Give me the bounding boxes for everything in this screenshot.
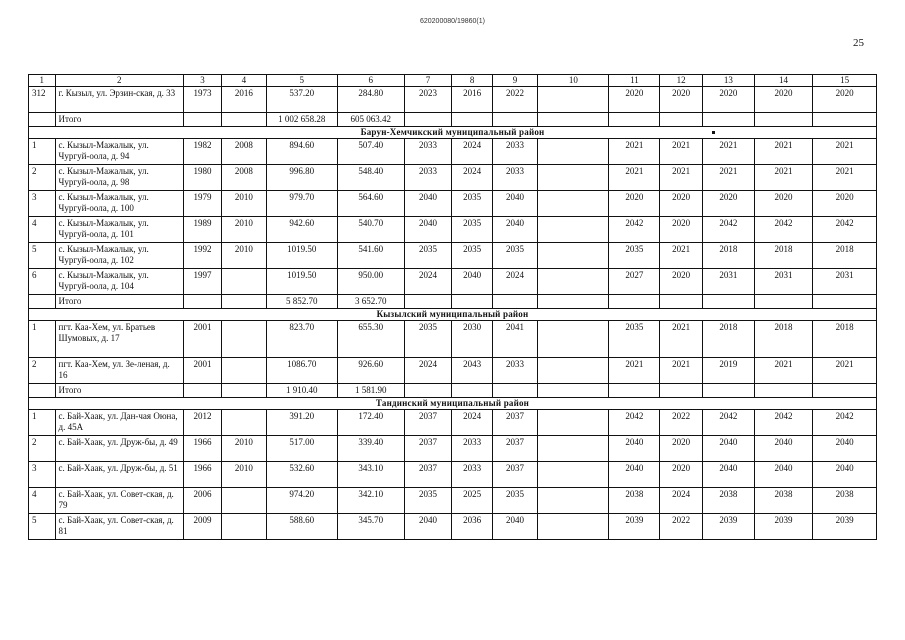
table-cell: 2025 [452, 488, 492, 514]
table-cell: 2035 [609, 243, 660, 269]
table-cell: 2020 [702, 87, 754, 113]
table-cell: 2033 [404, 165, 452, 191]
table-cell [222, 269, 267, 295]
column-header: 10 [538, 75, 609, 87]
table-cell: 2024 [660, 488, 702, 514]
table-cell: 2010 [222, 191, 267, 217]
table-cell: 1966 [183, 436, 221, 462]
table-cell: 507.40 [337, 139, 404, 165]
table-cell [452, 113, 492, 127]
document-number: 620200080/19860(1) [419, 18, 485, 25]
table-cell [29, 384, 56, 398]
section-title: Кызылский муниципальный район [29, 309, 877, 321]
table-cell: 2022 [660, 514, 702, 540]
table-cell: 2042 [754, 217, 812, 243]
column-header: 5 [266, 75, 337, 87]
table-cell: 5 [29, 243, 56, 269]
table-cell [538, 321, 609, 358]
table-cell: 2021 [754, 165, 812, 191]
table-cell: 2024 [452, 410, 492, 436]
table-cell: 2035 [452, 243, 492, 269]
table-cell [609, 295, 660, 309]
table-cell: 2038 [609, 488, 660, 514]
table-cell: 2020 [660, 217, 702, 243]
table-cell: 926.60 [337, 358, 404, 384]
address-cell: с. Кызыл-Мажалык, ул. Чургуй-оола, д. 94 [55, 139, 183, 165]
table-cell: 3 [29, 191, 56, 217]
table-cell: 996.80 [266, 165, 337, 191]
table-cell [492, 295, 538, 309]
table-cell: 823.70 [266, 321, 337, 358]
table-cell: 2018 [702, 321, 754, 358]
table-cell: 2040 [754, 462, 812, 488]
table-cell: 942.60 [266, 217, 337, 243]
table-cell: 2035 [404, 321, 452, 358]
table-cell: 2021 [660, 358, 702, 384]
table-cell: 2031 [813, 269, 877, 295]
address-cell: с. Кызыл-Мажалык, ул. Чургуй-оола, д. 101 [55, 217, 183, 243]
column-header: 7 [404, 75, 452, 87]
table-cell [702, 113, 754, 127]
table-cell: 2042 [702, 217, 754, 243]
table-cell: 1019.50 [266, 243, 337, 269]
table-row [29, 269, 877, 295]
address-cell: с. Кызыл-Мажалык, ул. Чургуй-оола, д. 98 [55, 165, 183, 191]
table-row [29, 321, 877, 358]
table-cell: 343.10 [337, 462, 404, 488]
table-cell: 2037 [404, 436, 452, 462]
total-row [29, 295, 877, 309]
table-cell: 2021 [813, 139, 877, 165]
table-cell: 2037 [404, 462, 452, 488]
table-row [29, 410, 877, 436]
table-cell [660, 384, 702, 398]
table-cell: 2030 [452, 321, 492, 358]
table-cell: 1989 [183, 217, 221, 243]
address-cell: с. Бай-Хаак, ул. Друж-бы, д. 49 [55, 436, 183, 462]
table-cell: 2021 [702, 165, 754, 191]
table-cell: 2035 [404, 488, 452, 514]
table-cell [404, 295, 452, 309]
table-cell [538, 243, 609, 269]
table-cell: 2024 [404, 358, 452, 384]
table-cell: 2010 [222, 243, 267, 269]
table-cell [492, 384, 538, 398]
table-cell: 4 [29, 217, 56, 243]
table-cell [452, 295, 492, 309]
column-header: 2 [55, 75, 183, 87]
table-cell: 2040 [452, 269, 492, 295]
table-cell: 2035 [452, 191, 492, 217]
section-row [29, 127, 877, 139]
column-header: 6 [337, 75, 404, 87]
table-cell: 2024 [492, 269, 538, 295]
table-cell: 2020 [813, 87, 877, 113]
table-cell [222, 358, 267, 384]
table-cell: 2021 [702, 139, 754, 165]
table-row [29, 191, 877, 217]
table-cell: 5 852.70 [266, 295, 337, 309]
table-cell: 532.60 [266, 462, 337, 488]
section-title: Барун-Хемчикский муниципальный район [29, 127, 877, 139]
table-cell [492, 113, 538, 127]
table-cell: 342.10 [337, 488, 404, 514]
page-number: 25 [853, 37, 864, 49]
table-cell: 950.00 [337, 269, 404, 295]
table-cell: 2001 [183, 321, 221, 358]
table-cell: 2040 [702, 436, 754, 462]
table-cell: 2035 [492, 488, 538, 514]
column-header: 11 [609, 75, 660, 87]
table-cell: 2022 [660, 410, 702, 436]
table-cell [813, 384, 877, 398]
table-cell: 2042 [702, 410, 754, 436]
table-cell: 1992 [183, 243, 221, 269]
table-cell: 2021 [660, 139, 702, 165]
table-cell: 3 652.70 [337, 295, 404, 309]
total-row [29, 113, 877, 127]
table-cell: 2021 [660, 165, 702, 191]
table-cell: 2020 [660, 436, 702, 462]
table-cell [538, 191, 609, 217]
table-cell: 312 [29, 87, 56, 113]
table-row [29, 514, 877, 540]
table-cell: 1086.70 [266, 358, 337, 384]
column-header: 9 [492, 75, 538, 87]
table-cell [404, 113, 452, 127]
table-cell: 2020 [609, 87, 660, 113]
table-body [29, 87, 877, 540]
column-header: 15 [813, 75, 877, 87]
table-cell [538, 488, 609, 514]
table-cell [222, 321, 267, 358]
table-cell: 2020 [660, 462, 702, 488]
table-cell: 2006 [183, 488, 221, 514]
table-row [29, 462, 877, 488]
table-cell: 2037 [492, 436, 538, 462]
address-cell: Итого [55, 295, 183, 309]
table-cell [222, 295, 267, 309]
table-cell: 2040 [609, 462, 660, 488]
address-cell: с. Бай-Хаак, ул. Друж-бы, д. 51 [55, 462, 183, 488]
table-cell [222, 514, 267, 540]
table-cell: 2039 [702, 514, 754, 540]
table-cell: 2020 [660, 269, 702, 295]
address-cell: Итого [55, 113, 183, 127]
table-cell: 2018 [702, 243, 754, 269]
table-cell: 2020 [702, 191, 754, 217]
table-cell [222, 488, 267, 514]
table-cell [404, 384, 452, 398]
table-cell: 2036 [452, 514, 492, 540]
table-cell: 2035 [609, 321, 660, 358]
table-cell [609, 384, 660, 398]
table-cell: 1982 [183, 139, 221, 165]
table-cell: 2035 [492, 243, 538, 269]
address-cell: с. Кызыл-Мажалык, ул. Чургуй-оола, д. 102 [55, 243, 183, 269]
table-row [29, 217, 877, 243]
table-cell: 2018 [754, 243, 812, 269]
table-cell: 2039 [609, 514, 660, 540]
table-cell: 1973 [183, 87, 221, 113]
table-cell: 2020 [813, 191, 877, 217]
table-cell [222, 410, 267, 436]
table-cell [183, 113, 221, 127]
table-cell: 1966 [183, 462, 221, 488]
table-cell: 284.80 [337, 87, 404, 113]
table-cell: 2031 [754, 269, 812, 295]
table-cell: 2033 [452, 436, 492, 462]
column-number-row [29, 75, 877, 87]
table-cell: 2020 [660, 87, 702, 113]
table-cell: 1 910.40 [266, 384, 337, 398]
table-cell: 2038 [702, 488, 754, 514]
table-cell: 2038 [813, 488, 877, 514]
table-cell: 2037 [492, 410, 538, 436]
column-header: 1 [29, 75, 56, 87]
table-row [29, 165, 877, 191]
table-cell [452, 384, 492, 398]
table-cell: 2008 [222, 139, 267, 165]
address-cell: пгт. Каа-Хем, ул. Братьев Шумовых, д. 17 [55, 321, 183, 358]
table-cell: 2042 [813, 217, 877, 243]
table-cell: 2024 [452, 139, 492, 165]
table-cell: 2021 [813, 358, 877, 384]
column-header: 3 [183, 75, 221, 87]
table-cell: 2010 [222, 436, 267, 462]
table-cell: 2012 [183, 410, 221, 436]
table-cell [183, 384, 221, 398]
table-cell: 2040 [404, 191, 452, 217]
table-cell: 517.00 [266, 436, 337, 462]
table-cell: 2041 [492, 321, 538, 358]
table-cell: 2021 [609, 358, 660, 384]
table-cell: 2033 [404, 139, 452, 165]
table-cell: 2042 [754, 410, 812, 436]
table-cell: 2008 [222, 165, 267, 191]
table-cell [29, 113, 56, 127]
table-cell: 2021 [813, 165, 877, 191]
table-cell [609, 113, 660, 127]
table-cell: 2010 [222, 462, 267, 488]
section-row [29, 309, 877, 321]
table-cell [222, 113, 267, 127]
table-cell [660, 295, 702, 309]
total-row [29, 384, 877, 398]
table-cell: 2035 [404, 243, 452, 269]
section-row [29, 398, 877, 410]
address-cell: с. Бай-Хаак, ул. Совет-ская, д. 81 [55, 514, 183, 540]
column-header: 8 [452, 75, 492, 87]
table-cell: 541.60 [337, 243, 404, 269]
table-cell: 2042 [609, 410, 660, 436]
table-cell [538, 514, 609, 540]
table-cell: 2027 [609, 269, 660, 295]
table-cell [754, 113, 812, 127]
table-cell [538, 165, 609, 191]
table-cell: 2021 [609, 165, 660, 191]
table-cell: 2040 [492, 514, 538, 540]
table-cell: 2043 [452, 358, 492, 384]
table-cell: 2021 [660, 243, 702, 269]
table-cell: 1997 [183, 269, 221, 295]
table-cell [813, 295, 877, 309]
table-cell: 2001 [183, 358, 221, 384]
address-cell: с. Кызыл-Мажалык, ул. Чургуй-оола, д. 100 [55, 191, 183, 217]
table-cell [538, 113, 609, 127]
table-cell: 2018 [754, 321, 812, 358]
table-cell [222, 384, 267, 398]
table-cell: 2020 [754, 87, 812, 113]
table-cell: 1019.50 [266, 269, 337, 295]
table-cell: 2040 [492, 217, 538, 243]
table-cell: 1980 [183, 165, 221, 191]
table-cell: 339.40 [337, 436, 404, 462]
column-header: 12 [660, 75, 702, 87]
table-cell: 2035 [452, 217, 492, 243]
table-cell: 605 063.42 [337, 113, 404, 127]
table-cell: 2 [29, 436, 56, 462]
table-cell: 6 [29, 269, 56, 295]
table-cell: 1 [29, 410, 56, 436]
table-cell: 2016 [222, 87, 267, 113]
table-cell: 2040 [609, 436, 660, 462]
table-row [29, 243, 877, 269]
table-cell: 2020 [660, 191, 702, 217]
table-cell: 345.70 [337, 514, 404, 540]
table-cell: 2033 [492, 139, 538, 165]
table-cell: 3 [29, 462, 56, 488]
housing-register-table [28, 74, 877, 540]
table-cell [538, 295, 609, 309]
table-cell: 2 [29, 358, 56, 384]
table-cell: 2031 [702, 269, 754, 295]
table-cell: 894.60 [266, 139, 337, 165]
table-cell: 2040 [813, 436, 877, 462]
table-cell [538, 436, 609, 462]
table-cell: 2009 [183, 514, 221, 540]
table-cell: 2038 [754, 488, 812, 514]
table-cell [538, 358, 609, 384]
table-cell: 2019 [702, 358, 754, 384]
table-row [29, 87, 877, 113]
table-cell [538, 217, 609, 243]
address-cell: г. Кызыл, ул. Эрзин-ская, д. 33 [55, 87, 183, 113]
table-cell [538, 384, 609, 398]
table-cell [702, 295, 754, 309]
address-cell: с. Бай-Хаак, ул. Дан-чая Оюна, д. 45А [55, 410, 183, 436]
table-cell: 2022 [492, 87, 538, 113]
table-cell: 391.20 [266, 410, 337, 436]
section-title: Тандинский муниципальный район [29, 398, 877, 410]
table-cell [813, 113, 877, 127]
table-cell [538, 462, 609, 488]
table-cell [538, 87, 609, 113]
table-cell: 2020 [609, 191, 660, 217]
table-cell: 2024 [452, 165, 492, 191]
table-cell: 2042 [813, 410, 877, 436]
table-cell: 2040 [404, 217, 452, 243]
table-cell: 2037 [404, 410, 452, 436]
table-cell [754, 384, 812, 398]
table-cell: 974.20 [266, 488, 337, 514]
table-cell: 2020 [754, 191, 812, 217]
table-cell: 2040 [813, 462, 877, 488]
table-cell: 2 [29, 165, 56, 191]
table-cell: 2018 [813, 243, 877, 269]
table-cell: 2040 [754, 436, 812, 462]
table-cell: 588.60 [266, 514, 337, 540]
table-cell [538, 269, 609, 295]
table-cell: 4 [29, 488, 56, 514]
table-cell: 1979 [183, 191, 221, 217]
table-cell [754, 295, 812, 309]
table-cell: 2021 [660, 321, 702, 358]
table-cell [660, 113, 702, 127]
table-cell: 2016 [452, 87, 492, 113]
table-row [29, 139, 877, 165]
table-cell: 2021 [754, 139, 812, 165]
table-cell [538, 410, 609, 436]
column-header: 14 [754, 75, 812, 87]
table-cell: 2040 [492, 191, 538, 217]
table-cell: 2033 [492, 358, 538, 384]
table-cell: 979.70 [266, 191, 337, 217]
table-cell: 5 [29, 514, 56, 540]
table-cell: 2039 [813, 514, 877, 540]
column-header: 4 [222, 75, 267, 87]
table-row [29, 358, 877, 384]
table-row [29, 436, 877, 462]
table-cell: 1 002 658.28 [266, 113, 337, 127]
table-cell: 2033 [492, 165, 538, 191]
table-cell: 2042 [609, 217, 660, 243]
table-cell: 2023 [404, 87, 452, 113]
table-cell: 2040 [702, 462, 754, 488]
table-cell: 2024 [404, 269, 452, 295]
table-cell: 1 581.90 [337, 384, 404, 398]
table-cell: 2040 [404, 514, 452, 540]
table-cell [538, 139, 609, 165]
address-cell: с. Бай-Хаак, ул. Совет-ская, д. 79 [55, 488, 183, 514]
table-cell: 2010 [222, 217, 267, 243]
table-cell: 548.40 [337, 165, 404, 191]
table-cell [702, 384, 754, 398]
table-cell: 655.30 [337, 321, 404, 358]
table-cell [183, 295, 221, 309]
table-cell: 564.60 [337, 191, 404, 217]
table-cell: 1 [29, 139, 56, 165]
table-cell: 2039 [754, 514, 812, 540]
address-cell: пгт. Каа-Хем, ул. Зе-леная, д. 16 [55, 358, 183, 384]
table-cell: 2021 [609, 139, 660, 165]
table-cell: 172.40 [337, 410, 404, 436]
address-cell: Итого [55, 384, 183, 398]
address-cell: с. Кызыл-Мажалык, ул. Чургуй-оола, д. 104 [55, 269, 183, 295]
table-cell: 537.20 [266, 87, 337, 113]
table-cell: 2018 [813, 321, 877, 358]
table-cell: 2037 [492, 462, 538, 488]
table-cell: 2033 [452, 462, 492, 488]
table-cell: 2021 [754, 358, 812, 384]
table-cell [29, 295, 56, 309]
table-cell: 540.70 [337, 217, 404, 243]
table-row [29, 488, 877, 514]
table-cell: 1 [29, 321, 56, 358]
column-header: 13 [702, 75, 754, 87]
